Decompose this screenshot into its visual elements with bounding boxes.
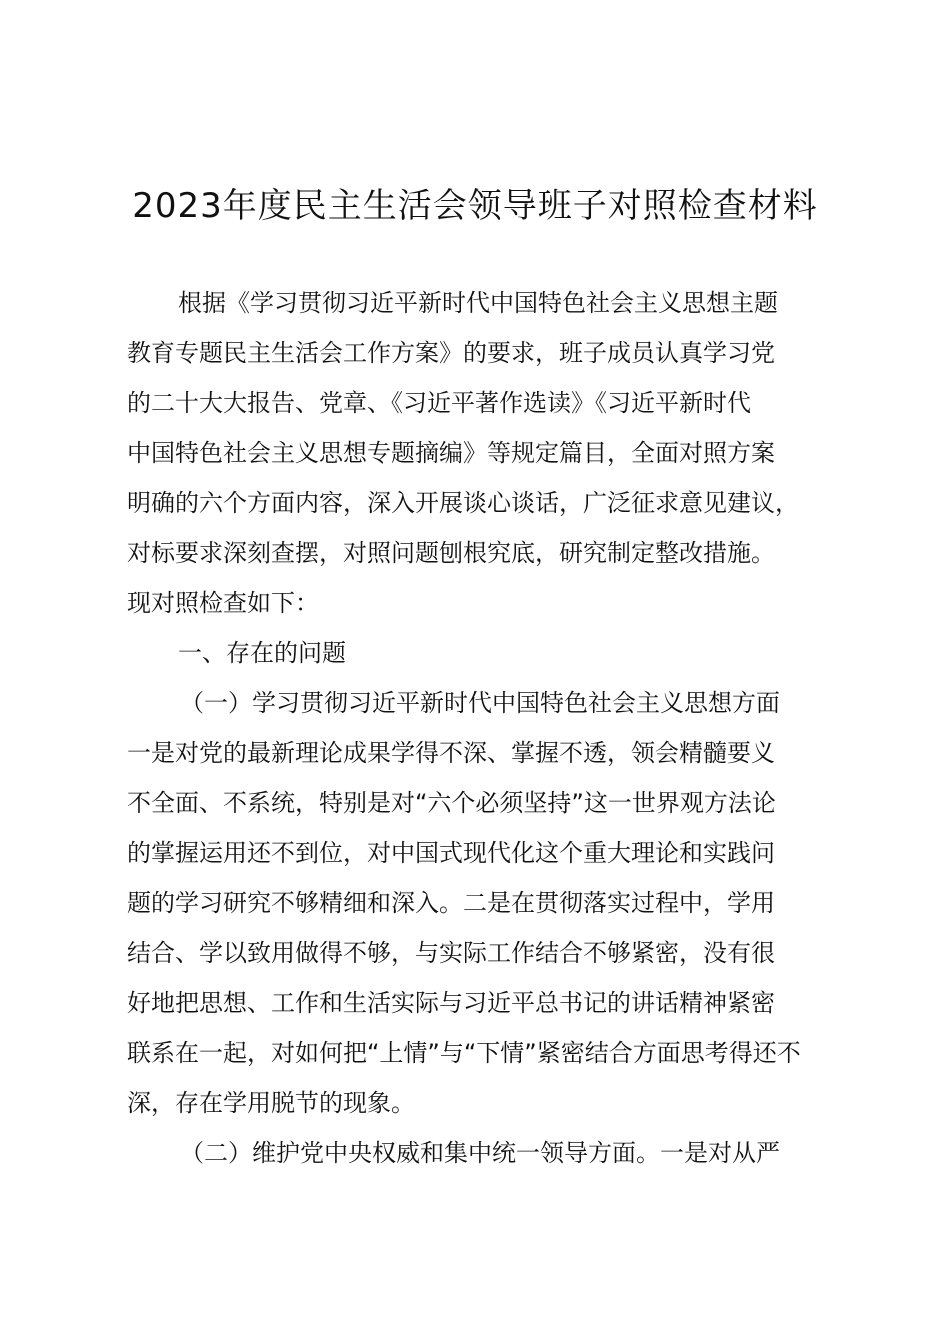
paragraph-line: 的掌握运用还不到位，对中国式现代化这个重大理论和实践问	[127, 839, 775, 867]
subsection-heading: （一）学习贯彻习近平新时代中国特色社会主义思想方面	[180, 689, 780, 717]
paragraph-line: 题的学习研究不够精细和深入。二是在贯彻落实过程中，学用	[127, 889, 775, 917]
paragraph-line: 好地把思想、工作和生活实际与习近平总书记的讲话精神紧密	[127, 989, 775, 1017]
paragraph-line: 现对照检查如下：	[127, 589, 319, 617]
paragraph-line: 联系在一起，对如何把“上情”与“下情”紧密结合方面思考得还不	[127, 1039, 801, 1067]
paragraph-line: 深，存在学用脱节的现象。	[127, 1089, 415, 1117]
paragraph-line: 一是对党的最新理论成果学得不深、掌握不透，领会精髓要义	[127, 739, 775, 767]
paragraph-line: 不全面、不系统，特别是对“六个必须坚持”这一世界观方法论	[127, 789, 776, 817]
paragraph-line: 的二十大大报告、党章、《习近平著作选读》《习近平新时代	[127, 389, 751, 417]
section-heading: 一、存在的问题	[178, 639, 346, 667]
document-title: 2023年度民主生活会领导班子对照检查材料	[132, 186, 818, 226]
subsection-heading: （二）维护党中央权威和集中统一领导方面。一是对从严	[180, 1139, 780, 1167]
paragraph-line: 教育专题民主生活会工作方案》的要求，班子成员认真学习党	[127, 339, 775, 367]
paragraph-line: 根据《学习贯彻习近平新时代中国特色社会主义思想主题	[178, 289, 778, 317]
paragraph-line: 明确的六个方面内容，深入开展谈心谈话，广泛征求意见建议，	[127, 489, 799, 517]
paragraph-line: 中国特色社会主义思想专题摘编》等规定篇目，全面对照方案	[127, 439, 775, 467]
paragraph-line: 结合、学以致用做得不够，与实际工作结合不够紧密，没有很	[127, 939, 775, 967]
paragraph-line: 对标要求深刻查摆，对照问题刨根究底，研究制定整改措施。	[127, 539, 775, 567]
